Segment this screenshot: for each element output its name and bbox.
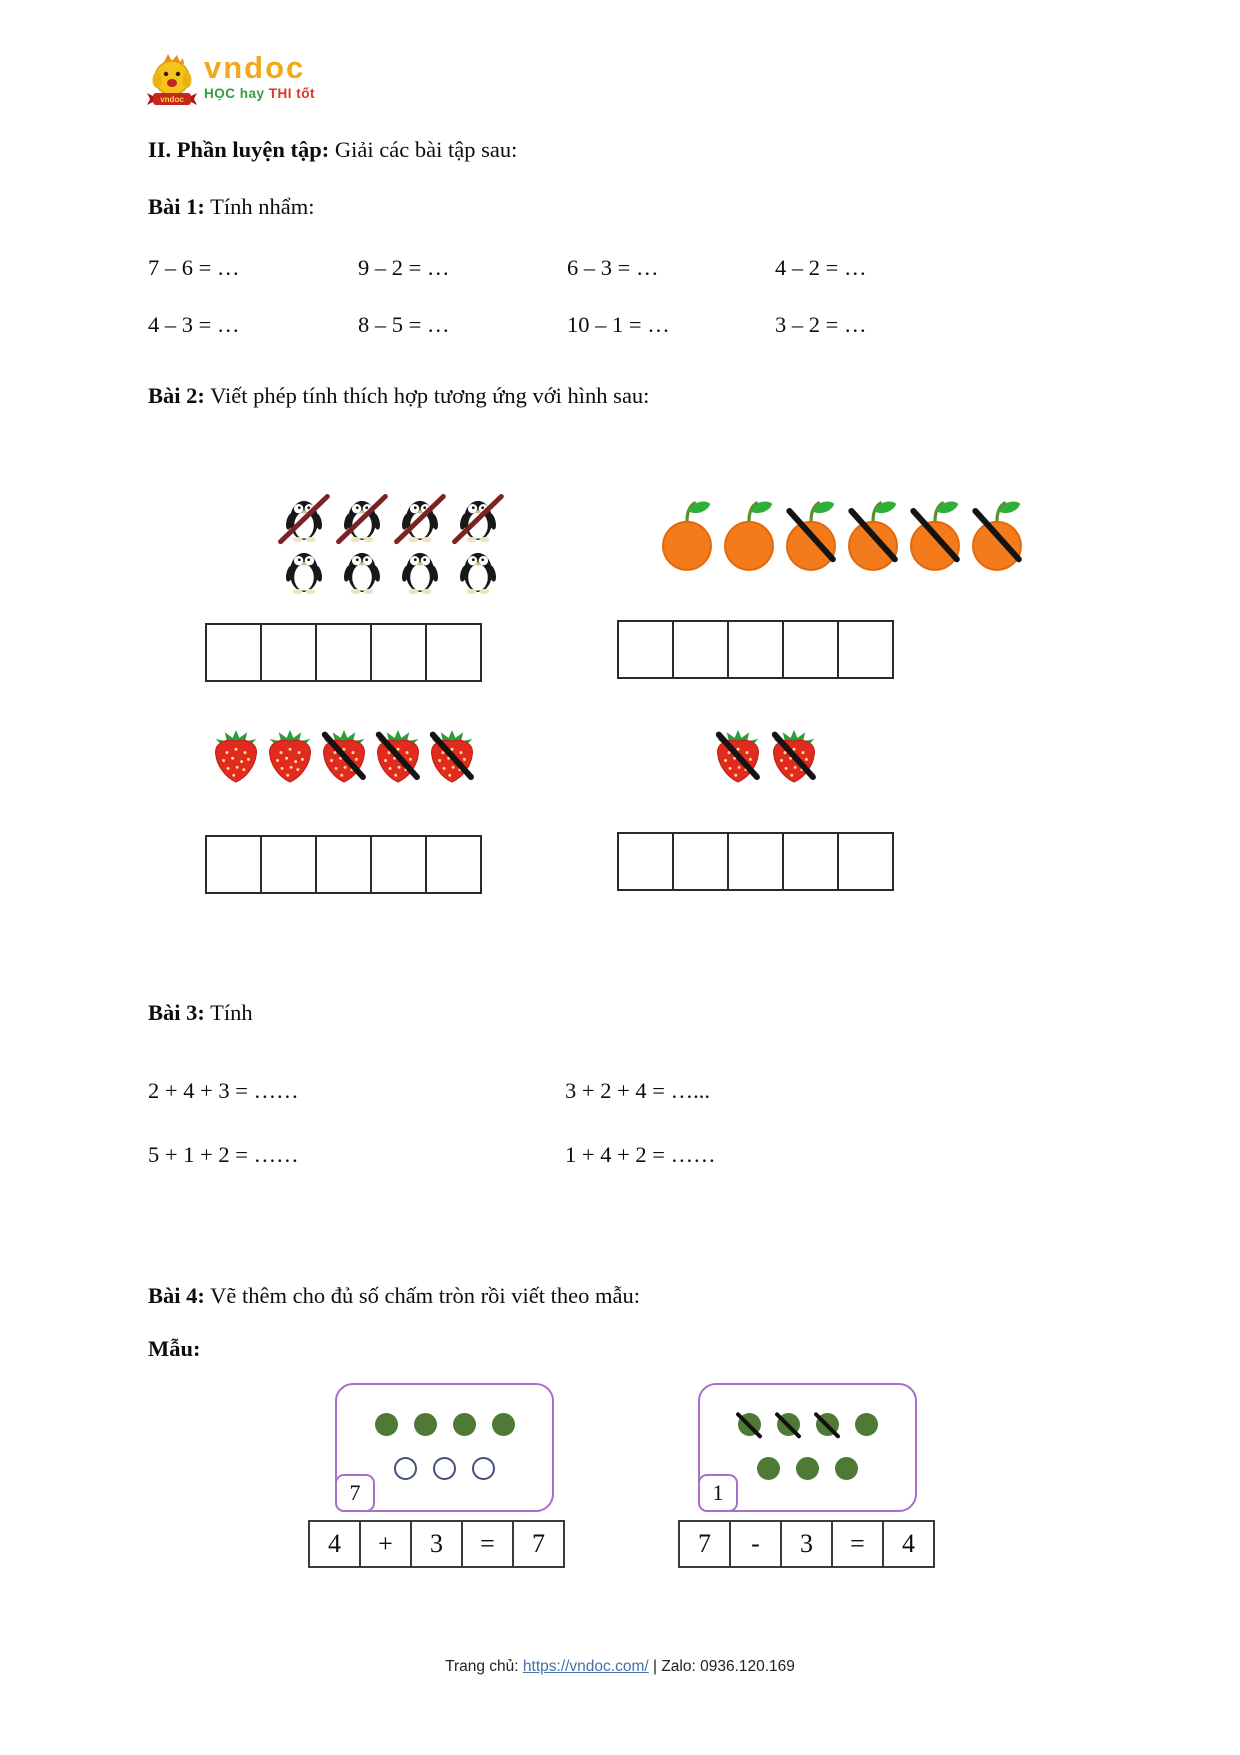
bai1-problem: 10 – 1 = … <box>567 312 670 337</box>
equation-cell: 3 <box>782 1520 833 1568</box>
orange-icon <box>720 498 778 572</box>
answer-box <box>674 620 729 679</box>
footer-suffix: | Zalo: 0936.120.169 <box>648 1658 795 1675</box>
cross-mark <box>775 1411 802 1438</box>
bai1-problem: 7 – 6 = … <box>148 255 240 280</box>
chick-mascot-icon <box>146 52 198 108</box>
bai2-heading: Bài 2: Viết phép tính thích hợp tương ứng với hình sau: <box>148 383 650 408</box>
answer-box-row <box>205 835 482 894</box>
equation-table-right <box>678 1520 935 1568</box>
dot-filled-crossed <box>738 1413 761 1436</box>
equation-cell: + <box>361 1520 412 1568</box>
bai3-problem: 5 + 1 + 2 = …… <box>148 1142 299 1167</box>
dot-filled <box>835 1457 858 1480</box>
equation-cell: 3 <box>412 1520 463 1568</box>
dot-filled <box>492 1413 515 1436</box>
bai1-problem: 4 – 2 = … <box>775 255 867 280</box>
cross-mark <box>814 1411 841 1438</box>
strawberry-group <box>712 728 820 784</box>
penguin-icon <box>394 496 446 542</box>
answer-box <box>729 832 784 891</box>
dot-filled-crossed <box>777 1413 800 1436</box>
bai3-row-1 <box>148 1078 710 1104</box>
penguin-icon <box>336 496 388 542</box>
equation-cell: 7 <box>514 1520 565 1568</box>
penguin-icon <box>336 548 388 594</box>
penguin-icon <box>278 548 330 594</box>
answer-box-row <box>617 620 894 679</box>
bai3-problem: 2 + 4 + 3 = …… <box>148 1078 299 1103</box>
answer-box <box>839 620 894 679</box>
penguin-group <box>278 496 504 594</box>
orange-icon <box>658 498 716 572</box>
svg-text:vndoc: vndoc <box>160 95 184 104</box>
penguin-icon <box>278 496 330 542</box>
equation-cell: 4 <box>884 1520 935 1568</box>
brand-logo <box>146 52 315 108</box>
strawberry-icon <box>264 728 316 784</box>
bai3-problem: 1 + 4 + 2 = …… <box>565 1142 716 1167</box>
mau-label: Mẫu: <box>148 1336 201 1361</box>
orange-icon <box>782 498 840 572</box>
sample-card-left <box>335 1383 554 1512</box>
answer-box <box>262 835 317 894</box>
answer-box <box>317 835 372 894</box>
orange-group <box>658 498 1026 572</box>
dot-empty <box>394 1457 417 1480</box>
bai3-problem: 3 + 2 + 4 = …... <box>565 1078 710 1103</box>
strawberry-icon <box>426 728 478 784</box>
answer-box <box>372 835 427 894</box>
equation-cell: - <box>731 1520 782 1568</box>
dot-filled-crossed <box>816 1413 839 1436</box>
equation-cell: 7 <box>678 1520 731 1568</box>
bai1-problem: 9 – 2 = … <box>358 255 450 280</box>
dot-empty <box>472 1457 495 1480</box>
bai4-heading: Bài 4: Vẽ thêm cho đủ số chấm tròn rồi viết theo mẫu: <box>148 1283 641 1308</box>
dot-filled <box>414 1413 437 1436</box>
penguin-icon <box>394 548 446 594</box>
equation-cell: = <box>463 1520 514 1568</box>
answer-box <box>427 835 482 894</box>
orange-icon <box>844 498 902 572</box>
bai1-row-1 <box>148 255 866 281</box>
equation-cell: 4 <box>308 1520 361 1568</box>
bai1-problem: 4 – 3 = … <box>148 312 240 337</box>
sample-card-right <box>698 1383 917 1512</box>
cross-mark <box>736 1411 763 1438</box>
bai3-row-2 <box>148 1142 716 1168</box>
strawberry-icon <box>712 728 764 784</box>
bai1-problem: 8 – 5 = … <box>358 312 450 337</box>
page-footer <box>0 1658 1240 1676</box>
answer-box <box>784 832 839 891</box>
answer-box <box>617 620 674 679</box>
bai1-heading: Bài 1: Tính nhẩm: <box>148 194 315 219</box>
dot-filled <box>855 1413 878 1436</box>
strawberry-icon <box>318 728 370 784</box>
strawberry-icon <box>210 728 262 784</box>
strawberry-icon <box>768 728 820 784</box>
section-heading: II. Phần luyện tập: Giải các bài tập sau: <box>148 137 518 162</box>
answer-box <box>262 623 317 682</box>
equation-cell: = <box>833 1520 884 1568</box>
orange-icon <box>968 498 1026 572</box>
orange-icon <box>906 498 964 572</box>
answer-box <box>317 623 372 682</box>
dot-empty <box>433 1457 456 1480</box>
answer-box <box>205 623 262 682</box>
equation-table-left <box>308 1520 565 1568</box>
bai3-heading: Bài 3: Tính <box>148 1000 253 1025</box>
answer-box <box>617 832 674 891</box>
bai1-row-2 <box>148 312 866 338</box>
footer-prefix: Trang chủ: <box>445 1658 523 1675</box>
dot-filled <box>453 1413 476 1436</box>
answer-box <box>839 832 894 891</box>
card-badge: 1 <box>698 1474 738 1512</box>
bai1-problem: 3 – 2 = … <box>775 312 867 337</box>
answer-box <box>729 620 784 679</box>
card-badge: 7 <box>335 1474 375 1512</box>
brand-text: vndoc <box>204 50 306 85</box>
dot-row <box>700 1413 915 1436</box>
dot-filled <box>796 1457 819 1480</box>
strawberry-icon <box>372 728 424 784</box>
answer-box-row <box>205 623 482 682</box>
answer-box <box>372 623 427 682</box>
answer-box <box>205 835 262 894</box>
answer-box <box>674 832 729 891</box>
answer-box-row <box>617 832 894 891</box>
strawberry-group <box>210 728 478 784</box>
dot-filled <box>757 1457 780 1480</box>
dot-row <box>337 1413 552 1436</box>
dot-filled <box>375 1413 398 1436</box>
bai1-problem: 6 – 3 = … <box>567 255 659 280</box>
brand-tagline: HỌC hay THI tốt <box>204 86 316 101</box>
answer-box <box>427 623 482 682</box>
home-link[interactable]: https://vndoc.com/ <box>522 1658 649 1675</box>
answer-box <box>784 620 839 679</box>
penguin-icon <box>452 496 504 542</box>
penguin-icon <box>452 548 504 594</box>
